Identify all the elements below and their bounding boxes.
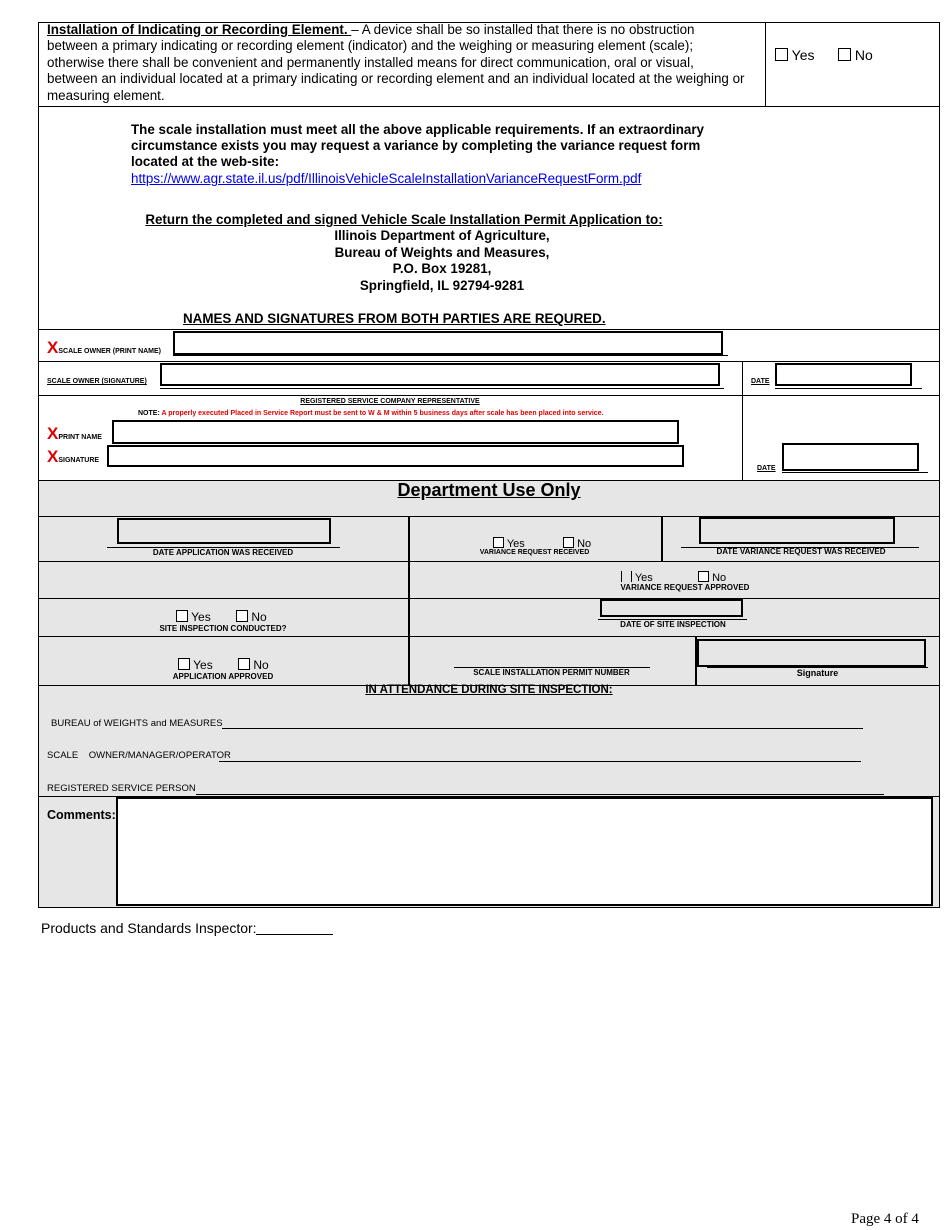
rep-note [138, 410, 604, 417]
no-checkbox[interactable] [838, 48, 851, 61]
comments-label: Comments: [47, 808, 116, 822]
return-heading: Return the completed and signed Vehicle Scale Installation Permit Application to: [145, 212, 663, 227]
attendance-section [38, 685, 940, 797]
variance-approved-label: VARIANCE REQUEST APPROVED [620, 583, 750, 592]
dept-row-4-divider-a [408, 636, 410, 686]
rep-note-label: NOTE: [138, 410, 160, 417]
address-line: Illinois Department of Agriculture, [334, 228, 550, 243]
owner-signature-underline [160, 388, 724, 389]
address-line: Springfield, IL 92794-9281 [359, 277, 525, 293]
names-required-notice: NAMES AND SIGNATURES FROM BOTH PARTIES ARE REQURED. [183, 311, 606, 326]
service-person-line[interactable] [196, 794, 884, 795]
inspection-conducted-yes[interactable] [176, 610, 211, 624]
yes-label: Yes [191, 610, 211, 624]
owner-date-field[interactable] [775, 363, 912, 386]
owner-date-label: DATE [751, 378, 770, 385]
inspection-date-field[interactable] [600, 599, 743, 617]
mailing-address [38, 228, 846, 294]
inspector-line[interactable] [256, 934, 333, 935]
page-number: Page 4 of 4 [851, 1211, 919, 1227]
owner-print-name-label [47, 338, 161, 358]
rep-date-underline [782, 472, 928, 473]
service-person-label: REGISTERED SERVICE PERSON [47, 783, 196, 794]
required-x-mark: X [47, 424, 59, 443]
variance-received-label: VARIANCE REQUEST RECEIVED [479, 549, 590, 556]
bureau-attendee-label: BUREAU of WEIGHTS and MEASURES [51, 718, 223, 729]
owner-print-name-underline [173, 355, 728, 356]
dept-row-2-divider [408, 561, 410, 599]
bureau-attendee-line[interactable] [222, 728, 863, 729]
yes-label: Yes [506, 538, 525, 550]
dept-row-2 [38, 561, 940, 599]
owner-signature-field[interactable] [160, 363, 720, 386]
rep-note-text: A properly executed Placed in Service Report must be sent to W & M within 5 business days after scale has been placed into service. [159, 410, 604, 417]
installation-answer-cell [765, 22, 940, 107]
requirements-notice: The scale installation must meet all the above applicable requirements. If an extraordinary circumstance exists you may request a variance by completing the variance request form located at the web-site: [131, 122, 705, 169]
comments-field[interactable] [116, 797, 933, 906]
address-line: P.O. Box 19281, [392, 261, 492, 276]
rep-date-field[interactable] [782, 443, 919, 471]
variance-date-label: DATE VARIANCE REQUEST WAS RECEIVED [716, 547, 886, 556]
required-x-mark: X [47, 338, 59, 357]
rep-print-name-text: PRINT NAME [58, 434, 102, 441]
rep-heading: REGISTERED SERVICE COMPANY REPRESENTATIVE [300, 398, 480, 405]
permit-number-label: SCALE INSTALLATION PERMIT NUMBER [473, 668, 630, 677]
inspector-label: Products and Standards Inspector: [41, 920, 257, 936]
rep-print-name-field[interactable] [112, 420, 679, 444]
owner-attendee-label: SCALE OWNER/MANAGER/OPERATOR [47, 750, 231, 761]
yes-checkbox[interactable] [176, 610, 188, 622]
no-checkbox[interactable] [238, 658, 250, 670]
attendance-heading: IN ATTENDANCE DURING SITE INSPECTION: [365, 684, 613, 696]
no-label: No [253, 658, 269, 672]
rep-signature-label [47, 447, 99, 467]
inspection-date-label: DATE OF SITE INSPECTION [620, 620, 726, 629]
rep-print-name-label [47, 424, 102, 444]
no-label: No [854, 47, 873, 63]
no-checkbox[interactable] [563, 537, 574, 548]
yes-checkbox[interactable] [178, 658, 190, 670]
inspection-conducted-label: SITE INSPECTION CONDUCTED? [159, 624, 287, 633]
installation-yes-option[interactable] [775, 47, 814, 63]
installation-text [47, 22, 747, 104]
yes-label: Yes [634, 572, 653, 584]
rep-signature-field[interactable] [107, 445, 684, 467]
variance-form-link[interactable]: https://www.agr.state.il.us/pdf/IllinoisVehicleScaleInstallationVarianceRequestForm.pdf [131, 171, 642, 186]
rep-signature-text: SIGNATURE [58, 457, 100, 464]
owner-signature-label: SCALE OWNER (SIGNATURE) [47, 378, 147, 385]
yes-label: Yes [791, 47, 815, 63]
installation-body: – A device shall be so installed that there is no obstruction between a primary indicating or recording element (indicator) and the weighing or measuring element (scale); otherwise there shall be convenient and permanently installed means for direct communication, oral or visual, between an individual located at a primary indicating or recording element and an individual located at the weighing or measuring element. [47, 22, 745, 103]
inspection-conducted-no[interactable] [236, 610, 267, 624]
yes-checkbox[interactable] [493, 537, 504, 548]
yes-label: Yes [193, 658, 213, 672]
dept-title: Department Use Only [397, 480, 581, 500]
owner-print-name-text: SCALE OWNER (PRINT NAME) [58, 348, 162, 355]
installation-no-option[interactable] [838, 47, 873, 63]
yes-checkbox[interactable] [621, 571, 632, 582]
no-label: No [577, 538, 592, 550]
dept-row-3-divider [408, 598, 410, 637]
dept-signature-label: Signature [796, 668, 839, 678]
no-checkbox[interactable] [236, 610, 248, 622]
owner-date-underline [775, 388, 922, 389]
dept-signature-field[interactable] [697, 639, 926, 667]
owner-attendee-line[interactable] [219, 761, 861, 762]
yes-checkbox[interactable] [775, 48, 788, 61]
application-approved-label: APPLICATION APPROVED [172, 672, 274, 681]
installation-title: Installation of Indicating or Recording Element. [47, 22, 352, 37]
address-line: Bureau of Weights and Measures, [334, 244, 550, 260]
owner-print-name-field[interactable] [173, 331, 723, 355]
no-checkbox[interactable] [698, 571, 709, 582]
application-approved-no[interactable] [238, 658, 269, 672]
date-received-label: DATE APPLICATION WAS RECEIVED [152, 548, 294, 557]
no-label: No [712, 572, 727, 584]
application-approved-yes[interactable] [178, 658, 213, 672]
rep-date-label: DATE [757, 465, 776, 472]
no-label: No [251, 610, 267, 624]
variance-date-field[interactable] [699, 517, 895, 544]
date-received-field[interactable] [117, 518, 331, 544]
required-x-mark: X [47, 447, 59, 466]
